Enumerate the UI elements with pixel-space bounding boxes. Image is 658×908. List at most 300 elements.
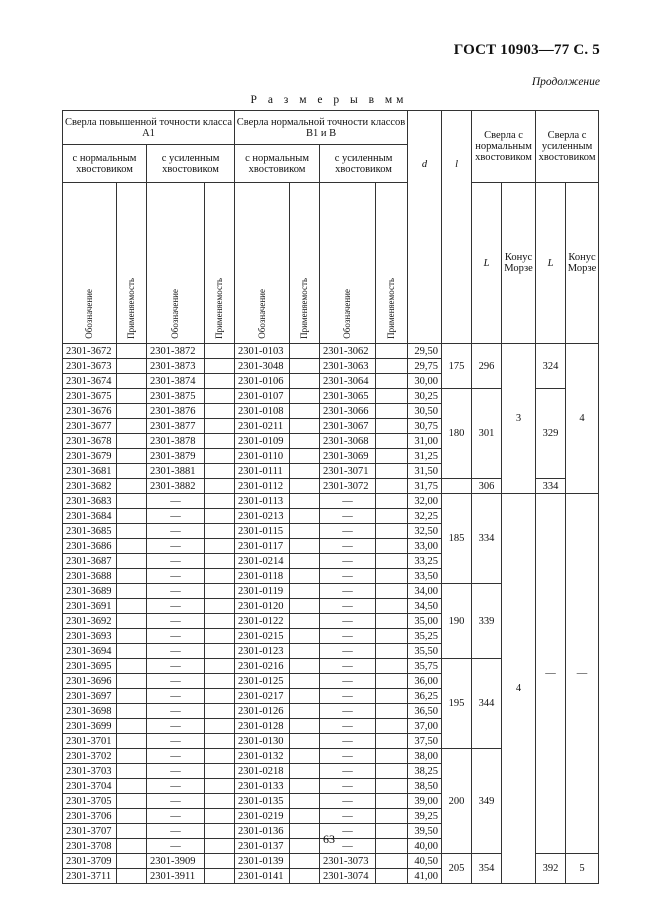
a1-reinforced-applicability bbox=[205, 599, 235, 614]
morse-reinforced-value: 5 bbox=[566, 854, 599, 884]
b1-reinforced-applicability bbox=[376, 734, 408, 749]
b1-normal-applicability bbox=[290, 419, 320, 434]
b1-normal-applicability bbox=[290, 779, 320, 794]
b1-reinforced-applicability bbox=[376, 629, 408, 644]
b1-normal-applicability bbox=[290, 764, 320, 779]
a1-reinforced-applicability bbox=[205, 524, 235, 539]
a1-reinforced-designation: — bbox=[147, 674, 205, 689]
b1-normal-applicability bbox=[290, 614, 320, 629]
b1-normal-applicability bbox=[290, 749, 320, 764]
b1-normal-designation: 2301-0113 bbox=[235, 494, 290, 509]
b1-normal-applicability bbox=[290, 449, 320, 464]
b1-normal-designation: 2301-0118 bbox=[235, 569, 290, 584]
b1-reinforced-applicability bbox=[376, 869, 408, 884]
a1-normal-designation: 2301-3697 bbox=[63, 689, 117, 704]
a1-reinforced-applicability bbox=[205, 749, 235, 764]
b1-reinforced-designation: 2301-3074 bbox=[320, 869, 376, 884]
b1-normal-designation: 2301-0110 bbox=[235, 449, 290, 464]
a1-reinforced-applicability bbox=[205, 704, 235, 719]
a1-normal-applicability bbox=[117, 809, 147, 824]
a1-reinforced-applicability bbox=[205, 779, 235, 794]
header-morse-reinforced: Конус Морзе bbox=[566, 183, 599, 344]
b1-normal-applicability bbox=[290, 479, 320, 494]
b1-normal-designation: 2301-0103 bbox=[235, 344, 290, 359]
b1-reinforced-applicability bbox=[376, 794, 408, 809]
a1-normal-applicability bbox=[117, 779, 147, 794]
header-drills-normal: Сверла с нормальным хвостовиком bbox=[472, 111, 536, 183]
diameter-value: 36,25 bbox=[408, 689, 442, 704]
morse-reinforced-value: — bbox=[566, 494, 599, 854]
b1-normal-designation: 2301-0123 bbox=[235, 644, 290, 659]
diameter-value: 40,00 bbox=[408, 839, 442, 854]
a1-reinforced-designation: — bbox=[147, 599, 205, 614]
a1-reinforced-designation: — bbox=[147, 809, 205, 824]
a1-normal-designation: 2301-3705 bbox=[63, 794, 117, 809]
b1-normal-applicability bbox=[290, 809, 320, 824]
a1-reinforced-applicability bbox=[205, 674, 235, 689]
a1-reinforced-designation: — bbox=[147, 839, 205, 854]
b1-reinforced-applicability bbox=[376, 524, 408, 539]
a1-normal-applicability bbox=[117, 734, 147, 749]
l-value: 200 bbox=[442, 749, 472, 854]
a1-normal-designation: 2301-3675 bbox=[63, 389, 117, 404]
a1-normal-designation: 2301-3701 bbox=[63, 734, 117, 749]
b1-normal-designation: 2301-0119 bbox=[235, 584, 290, 599]
a1-reinforced-designation: — bbox=[147, 779, 205, 794]
header-group-a1: Сверла повышенной точности класса А1 bbox=[63, 111, 235, 145]
a1-normal-designation: 2301-3699 bbox=[63, 719, 117, 734]
b1-normal-designation: 2301-0216 bbox=[235, 659, 290, 674]
b1-normal-designation: 2301-0108 bbox=[235, 404, 290, 419]
diameter-value: 36,50 bbox=[408, 704, 442, 719]
b1-reinforced-designation: 2301-3067 bbox=[320, 419, 376, 434]
b1-normal-designation: 2301-0115 bbox=[235, 524, 290, 539]
b1-reinforced-designation: — bbox=[320, 644, 376, 659]
a1-normal-designation: 2301-3698 bbox=[63, 704, 117, 719]
b1-normal-designation: 2301-0126 bbox=[235, 704, 290, 719]
b1-reinforced-designation: — bbox=[320, 734, 376, 749]
header-L-reinforced: L bbox=[536, 183, 566, 344]
b1-reinforced-designation: — bbox=[320, 779, 376, 794]
a1-reinforced-applicability bbox=[205, 344, 235, 359]
b1-normal-applicability bbox=[290, 599, 320, 614]
b1-reinforced-designation: — bbox=[320, 509, 376, 524]
b1-reinforced-designation: — bbox=[320, 494, 376, 509]
a1-reinforced-applicability bbox=[205, 539, 235, 554]
b1-reinforced-applicability bbox=[376, 719, 408, 734]
b1-reinforced-applicability bbox=[376, 344, 408, 359]
l-value bbox=[442, 479, 472, 494]
b1-normal-designation: 2301-0122 bbox=[235, 614, 290, 629]
b1-normal-designation: 2301-0214 bbox=[235, 554, 290, 569]
b1-reinforced-designation: — bbox=[320, 674, 376, 689]
a1-reinforced-applicability bbox=[205, 419, 235, 434]
document-title: ГОСТ 10903—77 С. 5 bbox=[453, 42, 600, 58]
a1-reinforced-applicability bbox=[205, 389, 235, 404]
a1-normal-applicability bbox=[117, 434, 147, 449]
a1-normal-designation: 2301-3696 bbox=[63, 674, 117, 689]
L-normal-value: 334 bbox=[472, 494, 502, 584]
b1-reinforced-designation: — bbox=[320, 704, 376, 719]
a1-reinforced-applicability bbox=[205, 509, 235, 524]
b1-reinforced-applicability bbox=[376, 434, 408, 449]
b1-reinforced-applicability bbox=[376, 704, 408, 719]
b1-normal-applicability bbox=[290, 389, 320, 404]
b1-reinforced-applicability bbox=[376, 764, 408, 779]
b1-normal-designation: 2301-0107 bbox=[235, 389, 290, 404]
diameter-value: 30,50 bbox=[408, 404, 442, 419]
a1-reinforced-applicability bbox=[205, 809, 235, 824]
morse-normal-value: 4 bbox=[502, 494, 536, 884]
a1-reinforced-applicability bbox=[205, 734, 235, 749]
a1-normal-applicability bbox=[117, 419, 147, 434]
b1-normal-designation: 2301-0128 bbox=[235, 719, 290, 734]
diameter-value: 35,75 bbox=[408, 659, 442, 674]
a1-reinforced-designation: 2301-3875 bbox=[147, 389, 205, 404]
a1-normal-applicability bbox=[117, 749, 147, 764]
a1-reinforced-designation: — bbox=[147, 494, 205, 509]
diameter-value: 35,50 bbox=[408, 644, 442, 659]
a1-reinforced-designation: — bbox=[147, 764, 205, 779]
table-body bbox=[63, 344, 599, 884]
header-a1-reinforced-shank: с усиленным хвостовиком bbox=[147, 145, 235, 183]
L-normal-value: 349 bbox=[472, 749, 502, 854]
a1-normal-applicability bbox=[117, 479, 147, 494]
header-d: d bbox=[408, 111, 442, 344]
b1-reinforced-designation: 2301-3066 bbox=[320, 404, 376, 419]
a1-normal-designation: 2301-3706 bbox=[63, 809, 117, 824]
a1-normal-applicability bbox=[117, 704, 147, 719]
b1-reinforced-applicability bbox=[376, 749, 408, 764]
diameter-value: 29,50 bbox=[408, 344, 442, 359]
diameter-value: 30,75 bbox=[408, 419, 442, 434]
L-normal-value: 296 bbox=[472, 344, 502, 389]
a1-normal-applicability bbox=[117, 854, 147, 869]
header-L-normal: L bbox=[472, 183, 502, 344]
a1-normal-applicability bbox=[117, 614, 147, 629]
b1-normal-designation: 2301-0217 bbox=[235, 689, 290, 704]
a1-normal-applicability bbox=[117, 464, 147, 479]
b1-reinforced-designation: 2301-3063 bbox=[320, 359, 376, 374]
a1-normal-designation: 2301-3687 bbox=[63, 554, 117, 569]
diameter-value: 40,50 bbox=[408, 854, 442, 869]
morse-normal-value: 3 bbox=[502, 344, 536, 494]
diameter-value: 35,00 bbox=[408, 614, 442, 629]
diameter-value: 37,50 bbox=[408, 734, 442, 749]
a1-normal-applicability bbox=[117, 674, 147, 689]
diameter-value: 39,00 bbox=[408, 794, 442, 809]
b1-normal-applicability bbox=[290, 719, 320, 734]
a1-normal-applicability bbox=[117, 719, 147, 734]
a1-normal-applicability bbox=[117, 554, 147, 569]
diameter-value: 33,00 bbox=[408, 539, 442, 554]
b1-normal-designation: 2301-3048 bbox=[235, 359, 290, 374]
b1-reinforced-designation: — bbox=[320, 524, 376, 539]
b1-normal-applicability bbox=[290, 854, 320, 869]
diameter-value: 33,50 bbox=[408, 569, 442, 584]
a1-normal-designation: 2301-3709 bbox=[63, 854, 117, 869]
b1-reinforced-designation: 2301-3072 bbox=[320, 479, 376, 494]
a1-normal-designation: 2301-3688 bbox=[63, 569, 117, 584]
b1-reinforced-applicability bbox=[376, 374, 408, 389]
header-drills-reinforced: Сверла с усиленным хвостовиком bbox=[536, 111, 599, 183]
b1-reinforced-designation: — bbox=[320, 569, 376, 584]
b1-normal-designation: 2301-0106 bbox=[235, 374, 290, 389]
L-reinforced-value: 392 bbox=[536, 854, 566, 884]
a1-reinforced-designation: 2301-3878 bbox=[147, 434, 205, 449]
b1-normal-designation: 2301-0133 bbox=[235, 779, 290, 794]
a1-reinforced-designation: 2301-3909 bbox=[147, 854, 205, 869]
a1-reinforced-applicability bbox=[205, 629, 235, 644]
b1-reinforced-applicability bbox=[376, 449, 408, 464]
header-designation: Обозначение bbox=[320, 183, 376, 344]
diameter-value: 41,00 bbox=[408, 869, 442, 884]
b1-reinforced-applicability bbox=[376, 674, 408, 689]
a1-normal-designation: 2301-3674 bbox=[63, 374, 117, 389]
a1-normal-applicability bbox=[117, 494, 147, 509]
b1-reinforced-designation: — bbox=[320, 719, 376, 734]
diameter-value: 32,00 bbox=[408, 494, 442, 509]
diameter-value: 39,25 bbox=[408, 809, 442, 824]
a1-reinforced-designation: 2301-3877 bbox=[147, 419, 205, 434]
a1-normal-designation: 2301-3679 bbox=[63, 449, 117, 464]
header-b1-normal-shank: с нормальным хвостовиком bbox=[235, 145, 320, 183]
a1-reinforced-designation: — bbox=[147, 719, 205, 734]
L-normal-value: 354 bbox=[472, 854, 502, 884]
a1-normal-applicability bbox=[117, 404, 147, 419]
morse-reinforced-value: 4 bbox=[566, 344, 599, 494]
a1-normal-applicability bbox=[117, 449, 147, 464]
a1-reinforced-designation: — bbox=[147, 584, 205, 599]
b1-reinforced-applicability bbox=[376, 554, 408, 569]
b1-reinforced-applicability bbox=[376, 614, 408, 629]
a1-normal-designation: 2301-3673 bbox=[63, 359, 117, 374]
l-value: 195 bbox=[442, 659, 472, 749]
b1-normal-designation: 2301-0130 bbox=[235, 734, 290, 749]
a1-normal-designation: 2301-3677 bbox=[63, 419, 117, 434]
a1-reinforced-designation: 2301-3874 bbox=[147, 374, 205, 389]
a1-reinforced-designation: — bbox=[147, 644, 205, 659]
a1-normal-designation: 2301-3695 bbox=[63, 659, 117, 674]
b1-normal-applicability bbox=[290, 374, 320, 389]
a1-normal-designation: 2301-3693 bbox=[63, 629, 117, 644]
b1-normal-applicability bbox=[290, 569, 320, 584]
a1-reinforced-applicability bbox=[205, 374, 235, 389]
header-designation: Обозначение bbox=[63, 183, 117, 344]
a1-reinforced-designation: — bbox=[147, 704, 205, 719]
a1-normal-designation: 2301-3708 bbox=[63, 839, 117, 854]
a1-reinforced-applicability bbox=[205, 434, 235, 449]
a1-normal-designation: 2301-3681 bbox=[63, 464, 117, 479]
b1-reinforced-applicability bbox=[376, 419, 408, 434]
l-value: 185 bbox=[442, 494, 472, 584]
b1-normal-applicability bbox=[290, 464, 320, 479]
a1-normal-designation: 2301-3707 bbox=[63, 824, 117, 839]
diameter-value: 34,00 bbox=[408, 584, 442, 599]
b1-reinforced-designation: — bbox=[320, 809, 376, 824]
b1-normal-designation: 2301-0211 bbox=[235, 419, 290, 434]
b1-reinforced-designation: — bbox=[320, 839, 376, 854]
b1-normal-applicability bbox=[290, 689, 320, 704]
b1-normal-applicability bbox=[290, 734, 320, 749]
b1-normal-applicability bbox=[290, 794, 320, 809]
a1-reinforced-designation: 2301-3873 bbox=[147, 359, 205, 374]
header-designation: Обозначение bbox=[147, 183, 205, 344]
b1-normal-designation: 2301-0219 bbox=[235, 809, 290, 824]
b1-reinforced-applicability bbox=[376, 494, 408, 509]
a1-reinforced-designation: 2301-3911 bbox=[147, 869, 205, 884]
b1-reinforced-applicability bbox=[376, 659, 408, 674]
diameter-value: 38,50 bbox=[408, 779, 442, 794]
b1-reinforced-applicability bbox=[376, 569, 408, 584]
a1-normal-applicability bbox=[117, 629, 147, 644]
a1-normal-designation: 2301-3672 bbox=[63, 344, 117, 359]
b1-reinforced-designation: — bbox=[320, 749, 376, 764]
a1-reinforced-designation: — bbox=[147, 794, 205, 809]
b1-normal-designation: 2301-0117 bbox=[235, 539, 290, 554]
header-l: l bbox=[442, 111, 472, 344]
a1-normal-applicability bbox=[117, 569, 147, 584]
b1-normal-designation: 2301-0215 bbox=[235, 629, 290, 644]
a1-normal-applicability bbox=[117, 524, 147, 539]
header-group-b1: Сверла нормальной точности классов В1 и В bbox=[235, 111, 408, 145]
l-value: 180 bbox=[442, 389, 472, 479]
header-applicability: Применяемость bbox=[117, 183, 147, 344]
b1-normal-designation: 2301-0141 bbox=[235, 869, 290, 884]
diameter-value: 35,25 bbox=[408, 629, 442, 644]
header-applicability: Применяемость bbox=[205, 183, 235, 344]
L-normal-value: 344 bbox=[472, 659, 502, 749]
a1-normal-applicability bbox=[117, 644, 147, 659]
b1-normal-designation: 2301-0109 bbox=[235, 434, 290, 449]
a1-normal-designation: 2301-3704 bbox=[63, 779, 117, 794]
table-row bbox=[63, 344, 599, 359]
b1-reinforced-designation: — bbox=[320, 614, 376, 629]
b1-reinforced-applicability bbox=[376, 689, 408, 704]
a1-reinforced-designation: — bbox=[147, 614, 205, 629]
a1-normal-designation: 2301-3692 bbox=[63, 614, 117, 629]
b1-normal-designation: 2301-0111 bbox=[235, 464, 290, 479]
b1-normal-applicability bbox=[290, 344, 320, 359]
a1-reinforced-applicability bbox=[205, 719, 235, 734]
b1-normal-applicability bbox=[290, 629, 320, 644]
a1-reinforced-designation: — bbox=[147, 569, 205, 584]
b1-reinforced-designation: — bbox=[320, 539, 376, 554]
b1-normal-designation: 2301-0135 bbox=[235, 794, 290, 809]
a1-reinforced-applicability bbox=[205, 614, 235, 629]
a1-reinforced-designation: — bbox=[147, 524, 205, 539]
b1-normal-applicability bbox=[290, 674, 320, 689]
b1-reinforced-designation: 2301-3065 bbox=[320, 389, 376, 404]
L-reinforced-value: 324 bbox=[536, 344, 566, 389]
L-normal-value: 306 bbox=[472, 479, 502, 494]
a1-reinforced-applicability bbox=[205, 659, 235, 674]
diameter-value: 32,25 bbox=[408, 509, 442, 524]
a1-reinforced-applicability bbox=[205, 689, 235, 704]
b1-normal-applicability bbox=[290, 704, 320, 719]
a1-reinforced-designation: — bbox=[147, 509, 205, 524]
b1-normal-applicability bbox=[290, 359, 320, 374]
diameter-value: 36,00 bbox=[408, 674, 442, 689]
b1-normal-applicability bbox=[290, 509, 320, 524]
header-a1-normal-shank: с нормальным хвостовиком bbox=[63, 145, 147, 183]
diameter-value: 38,00 bbox=[408, 749, 442, 764]
a1-reinforced-designation: 2301-3872 bbox=[147, 344, 205, 359]
page-number: 63 bbox=[323, 832, 335, 846]
b1-normal-designation: 2301-0120 bbox=[235, 599, 290, 614]
b1-reinforced-applicability bbox=[376, 854, 408, 869]
a1-reinforced-applicability bbox=[205, 869, 235, 884]
a1-reinforced-designation: — bbox=[147, 749, 205, 764]
l-value: 205 bbox=[442, 854, 472, 884]
b1-normal-designation: 2301-0218 bbox=[235, 764, 290, 779]
a1-reinforced-applicability bbox=[205, 584, 235, 599]
a1-reinforced-applicability bbox=[205, 494, 235, 509]
b1-reinforced-designation: — bbox=[320, 824, 376, 839]
a1-normal-applicability bbox=[117, 374, 147, 389]
a1-reinforced-designation: — bbox=[147, 554, 205, 569]
b1-normal-applicability bbox=[290, 404, 320, 419]
a1-reinforced-designation: — bbox=[147, 734, 205, 749]
L-reinforced-value: 329 bbox=[536, 389, 566, 479]
a1-normal-applicability bbox=[117, 689, 147, 704]
a1-normal-applicability bbox=[117, 344, 147, 359]
a1-reinforced-designation: — bbox=[147, 629, 205, 644]
a1-reinforced-applicability bbox=[205, 764, 235, 779]
table-row bbox=[63, 494, 599, 509]
a1-reinforced-designation: 2301-3881 bbox=[147, 464, 205, 479]
a1-normal-applicability bbox=[117, 539, 147, 554]
header-morse-normal: Конус Морзе bbox=[502, 183, 536, 344]
a1-reinforced-applicability bbox=[205, 854, 235, 869]
a1-normal-designation: 2301-3684 bbox=[63, 509, 117, 524]
b1-reinforced-applicability bbox=[376, 509, 408, 524]
diameter-value: 39,50 bbox=[408, 824, 442, 839]
a1-reinforced-applicability bbox=[205, 359, 235, 374]
b1-normal-designation: 2301-0213 bbox=[235, 509, 290, 524]
b1-normal-applicability bbox=[290, 869, 320, 884]
a1-reinforced-applicability bbox=[205, 464, 235, 479]
a1-normal-applicability bbox=[117, 869, 147, 884]
a1-normal-designation: 2301-3676 bbox=[63, 404, 117, 419]
b1-reinforced-designation: 2301-3064 bbox=[320, 374, 376, 389]
diameter-value: 37,00 bbox=[408, 719, 442, 734]
header-designation: Обозначение bbox=[235, 183, 290, 344]
b1-normal-designation: 2301-0139 bbox=[235, 854, 290, 869]
a1-normal-designation: 2301-3689 bbox=[63, 584, 117, 599]
b1-reinforced-designation: — bbox=[320, 599, 376, 614]
b1-normal-applicability bbox=[290, 554, 320, 569]
a1-normal-applicability bbox=[117, 389, 147, 404]
b1-reinforced-applicability bbox=[376, 359, 408, 374]
a1-normal-designation: 2301-3711 bbox=[63, 869, 117, 884]
units-caption: Р а з м е р ы в мм bbox=[250, 94, 408, 106]
b1-reinforced-designation: 2301-3068 bbox=[320, 434, 376, 449]
a1-reinforced-applicability bbox=[205, 644, 235, 659]
a1-normal-designation: 2301-3683 bbox=[63, 494, 117, 509]
b1-reinforced-applicability bbox=[376, 644, 408, 659]
b1-reinforced-designation: 2301-3071 bbox=[320, 464, 376, 479]
a1-reinforced-applicability bbox=[205, 794, 235, 809]
b1-reinforced-designation: 2301-3069 bbox=[320, 449, 376, 464]
a1-reinforced-designation: — bbox=[147, 689, 205, 704]
continuation-label: Продолжение bbox=[531, 76, 600, 88]
header-applicability: Применяемость bbox=[290, 183, 320, 344]
b1-reinforced-designation: — bbox=[320, 554, 376, 569]
a1-normal-applicability bbox=[117, 509, 147, 524]
b1-normal-designation: 2301-0132 bbox=[235, 749, 290, 764]
diameter-value: 31,25 bbox=[408, 449, 442, 464]
